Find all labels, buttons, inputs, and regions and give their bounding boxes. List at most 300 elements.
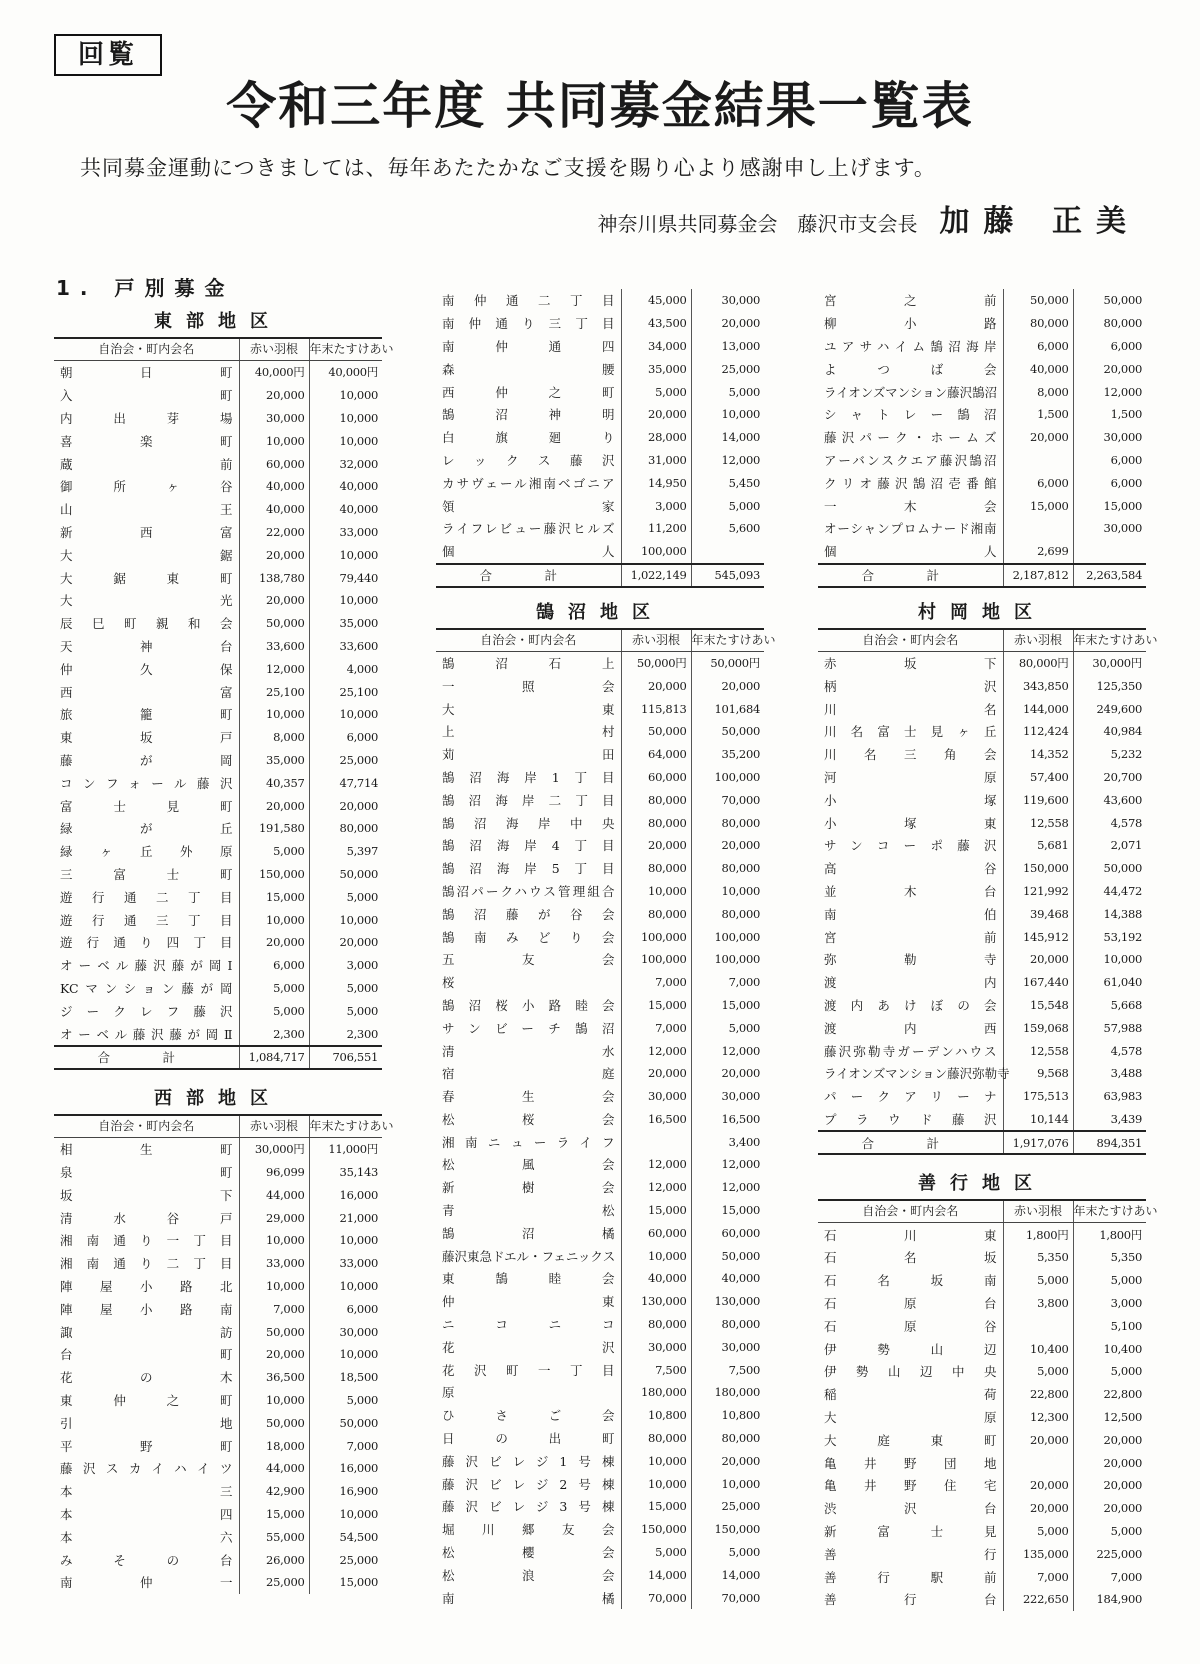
red-feather-amount: 5,350 [1003,1246,1073,1269]
association-name: 上村 [442,724,615,740]
association-name: 藤沢パーク・ホームズ [824,430,997,446]
year-end-amount: 7,500 [691,1358,764,1381]
table-row [436,517,764,540]
year-end-amount: 10,000 [309,703,382,726]
table-row [54,543,382,566]
table-row [818,494,1146,517]
table-row [818,517,1146,540]
table-row [818,403,1146,426]
association-name: 三富士町 [60,866,233,882]
table-row [818,1542,1146,1565]
association-name: 領家 [442,498,615,514]
red-feather-amount: 100,000 [621,925,691,948]
year-end-amount: 61,040 [1073,971,1146,994]
year-end-amount: 6,000 [309,1297,382,1320]
table-row [436,1381,764,1404]
association-name: 石原谷 [824,1318,997,1334]
association-name: 大庭東町 [824,1432,997,1448]
association-name: 平野町 [60,1438,233,1454]
red-feather-amount: 80,000 [621,857,691,880]
year-end-amount: 30,000 [691,289,764,312]
column-header-year-end: 年末たすけあい [309,338,382,361]
association-name: 諏訪 [60,1324,233,1340]
association-name: 内出芽場 [60,410,233,426]
table-row [436,880,764,903]
table-row [54,1525,382,1548]
year-end-amount: 4,578 [1073,1039,1146,1062]
association-name: 本四 [60,1507,233,1523]
red-feather-amount: 33,000 [239,1252,309,1275]
association-name: 新西富 [60,524,233,540]
red-feather-amount: 44,000 [239,1457,309,1480]
association-name: 入町 [60,388,233,404]
table-row [818,1314,1146,1337]
table-west [54,1114,394,1594]
red-feather-amount: 31,000 [621,449,691,472]
total-red-feather: 1,084,717 [239,1046,309,1069]
year-end-amount: 20,000 [309,794,382,817]
association-name: 緑が丘 [60,821,233,837]
table-row [54,1297,382,1320]
year-end-amount: 3,000 [1073,1292,1146,1315]
year-end-amount: 5,000 [1073,1360,1146,1383]
association-name: 石原台 [824,1296,997,1312]
red-feather-amount: 5,000 [621,380,691,403]
red-feather-amount: 50,000円 [621,651,691,674]
red-feather-amount: 5,000 [621,1541,691,1564]
red-feather-amount: 15,000 [1003,494,1073,517]
table-row [54,521,382,544]
association-name: 亀井野団地 [824,1455,997,1471]
red-feather-amount: 2,699 [1003,540,1073,564]
association-name: 陣屋小路南 [60,1301,233,1317]
table-row [818,834,1146,857]
association-name: 天神台 [60,638,233,654]
table-row [436,403,764,426]
table-row [54,657,382,680]
red-feather-amount [1003,517,1073,540]
association-name: 花の木 [60,1370,233,1386]
year-end-amount: 10,000 [1073,948,1146,971]
red-feather-amount: 10,800 [621,1404,691,1427]
year-end-amount: 80,000 [691,1313,764,1336]
red-feather-amount: 167,440 [1003,971,1073,994]
red-feather-amount: 5,681 [1003,834,1073,857]
red-feather-amount: 64,000 [621,743,691,766]
section-heading: 1. 戸別募金 [56,276,235,300]
red-feather-amount: 115,813 [621,697,691,720]
table-row [818,1497,1146,1520]
year-end-amount: 20,000 [1073,1451,1146,1474]
red-feather-amount: 45,000 [621,289,691,312]
year-end-amount: 10,000 [309,1275,382,1298]
table-row [54,794,382,817]
total-label: 合 計 [818,564,1003,587]
association-name: 南橘 [442,1590,615,1606]
red-feather-amount [1003,449,1073,472]
year-end-amount: 30,000円 [1073,651,1146,674]
column-header-red-feather: 赤い羽根 [239,338,309,361]
red-feather-amount: 14,000 [621,1563,691,1586]
table-row [54,1457,382,1480]
page-title: 令和三年度 共同募金結果一覧表 [226,77,974,135]
association-name: 泉町 [60,1165,233,1181]
red-feather-amount: 14,950 [621,471,691,494]
table-row [436,1062,764,1085]
red-feather-amount: 112,424 [1003,720,1073,743]
red-feather-amount: 20,000 [239,589,309,612]
association-name: 石名坂 [824,1250,997,1266]
association-name: 新樹会 [442,1180,615,1196]
table-row [818,925,1146,948]
red-feather-amount: 135,000 [1003,1542,1073,1565]
table-row [436,1267,764,1290]
red-feather-amount: 12,000 [621,1039,691,1062]
table-row [54,1206,382,1229]
year-end-amount: 5,000 [691,1541,764,1564]
association-name: 宮前 [824,929,997,945]
association-name: 花沢 [442,1339,615,1355]
column-header-year-end: 年末たすけあい [309,1115,382,1138]
red-feather-amount: 20,000 [239,1343,309,1366]
red-feather-amount: 15,548 [1003,994,1073,1017]
red-feather-amount: 40,000円 [239,361,309,384]
table-east [54,337,394,1070]
association-name: 鵠南みどり会 [442,929,615,945]
association-name: 藤沢ビレジ1号棟 [442,1453,615,1469]
year-end-amount: 4,578 [1073,811,1146,834]
year-end-amount: 249,600 [1073,697,1146,720]
table-row [54,1184,382,1207]
red-feather-amount: 10,000 [239,1275,309,1298]
table-row [436,925,764,948]
year-end-amount: 3,400 [691,1130,764,1153]
association-name: 藤沢弥勒寺ガーデンハウス [824,1043,997,1059]
table-muraoka [818,628,1158,1156]
year-end-amount: 12,500 [1073,1406,1146,1429]
column-header-year-end: 年末たすけあい [1073,1200,1146,1223]
greeting-text: 共同募金運動につきましては、毎年あたたかなご支援を賜り心より感謝申し上げます。 [80,156,936,180]
association-name: ライオンズマンション藤沢弥勒寺 [824,1066,1010,1082]
year-end-amount: 100,000 [691,948,764,971]
table-row [54,1343,382,1366]
table-row [54,908,382,931]
year-end-amount: 33,600 [309,635,382,658]
table-row [54,840,382,863]
red-feather-amount: 39,468 [1003,902,1073,925]
area-title-east: 東部地区 [154,311,282,332]
year-end-amount: 47,714 [309,771,382,794]
red-feather-amount: 40,357 [239,771,309,794]
association-name: 伊勢山辺 [824,1341,997,1357]
red-feather-amount: 40,000 [239,498,309,521]
red-feather-amount: 10,144 [1003,1108,1073,1132]
table-row [54,566,382,589]
year-end-amount: 25,000 [309,749,382,772]
association-name: ユアサハイム鵠沼海岸 [824,338,997,354]
year-end-amount: 1,800円 [1073,1223,1146,1246]
table-row [54,1434,382,1457]
red-feather-amount: 9,568 [1003,1062,1073,1085]
red-feather-amount: 150,000 [1003,857,1073,880]
year-end-amount: 14,000 [691,1563,764,1586]
table-row [436,1427,764,1450]
table-row [818,1108,1146,1132]
table-row [54,1503,382,1526]
year-end-amount: 100,000 [691,766,764,789]
table-row [436,1472,764,1495]
table-row [436,651,764,674]
association-name: 南仲通二丁目 [442,293,615,309]
year-end-amount: 80,000 [691,811,764,834]
association-name: 宮之前 [824,293,997,309]
table-row [436,1404,764,1427]
year-end-amount: 40,000円 [309,361,382,384]
red-feather-amount: 10,000 [621,1244,691,1267]
red-feather-amount: 1,500 [1003,403,1073,426]
association-name: 川名富士見ヶ丘 [824,724,997,740]
column-header-year-end: 年末たすけあい [691,629,764,652]
table-row [818,1474,1146,1497]
year-end-amount: 5,450 [691,471,764,494]
red-feather-amount: 20,000 [1003,1474,1073,1497]
association-name: 西富 [60,684,233,700]
year-end-amount: 2,071 [1073,834,1146,857]
association-name: 湘南ニューライフ [442,1134,615,1150]
year-end-amount: 5,100 [1073,1314,1146,1337]
association-name: 善行駅前 [824,1569,997,1585]
table-row [54,1366,382,1389]
table-row [818,1337,1146,1360]
year-end-amount: 50,000 [309,863,382,886]
table-row [54,1571,382,1594]
association-name: 一木会 [824,498,997,514]
red-feather-amount: 7,000 [621,971,691,994]
year-end-amount: 10,000 [691,403,764,426]
year-end-amount: 12,000 [1073,380,1146,403]
year-end-amount: 50,000 [691,720,764,743]
year-end-amount: 3,000 [309,954,382,977]
red-feather-amount: 5,000 [239,999,309,1022]
association-name: 鵠沼石上 [442,655,615,671]
table-row [436,674,764,697]
red-feather-amount: 8,000 [1003,380,1073,403]
association-name: KCマンション藤が岡 [60,980,233,996]
column-header-red-feather: 赤い羽根 [239,1115,309,1138]
association-name: 渡内 [824,975,997,991]
red-feather-amount: 15,000 [621,1199,691,1222]
association-name: ライフレビュー藤沢ヒルズ [442,521,615,537]
table-row [54,589,382,612]
table-row [54,726,382,749]
association-name: オーシャンプロムナード湘南 [824,521,997,537]
year-end-amount: 15,000 [1073,494,1146,517]
year-end-amount: 20,700 [1073,766,1146,789]
association-name: 堀川郷友会 [442,1522,615,1538]
red-feather-amount: 10,400 [1003,1337,1073,1360]
total-label: 合 計 [818,1131,1003,1154]
table-east-continued [436,289,764,588]
association-name: 湘南通り二丁目 [60,1256,233,1272]
red-feather-amount: 30,000 [239,407,309,430]
year-end-amount: 5,350 [1073,1246,1146,1269]
year-end-amount: 5,397 [309,840,382,863]
column-header-red-feather: 赤い羽根 [1003,1200,1073,1223]
red-feather-amount: 44,000 [239,1184,309,1207]
year-end-amount: 35,200 [691,743,764,766]
red-feather-amount: 80,000円 [1003,651,1073,674]
year-end-amount: 5,600 [691,517,764,540]
red-feather-amount: 20,000 [1003,1428,1073,1451]
year-end-amount: 20,000 [691,674,764,697]
year-end-amount: 79,440 [309,566,382,589]
year-end-amount: 20,000 [691,312,764,335]
year-end-amount: 5,000 [309,1389,382,1412]
table-row [818,426,1146,449]
association-name: 伊勢山辺中央 [824,1364,997,1380]
table-row [436,494,764,517]
red-feather-amount: 40,000 [1003,357,1073,380]
association-name: 辰巳町親和会 [60,616,233,632]
table-row [818,743,1146,766]
year-end-amount: 30,000 [691,1335,764,1358]
association-name: 松風会 [442,1157,615,1173]
association-name: 亀井野住宅 [824,1478,997,1494]
table-row [818,1085,1146,1108]
table-row [436,1495,764,1518]
year-end-amount: 10,400 [1073,1337,1146,1360]
table-row [54,407,382,430]
red-feather-amount: 42,900 [239,1480,309,1503]
red-feather-amount: 30,000 [621,1335,691,1358]
year-end-amount: 6,000 [1073,335,1146,358]
year-end-amount: 20,000 [1073,1497,1146,1520]
year-end-amount: 4,000 [309,657,382,680]
year-end-amount: 10,000 [309,1503,382,1526]
year-end-amount: 10,800 [691,1404,764,1427]
total-row [818,564,1146,587]
table-row [436,1085,764,1108]
red-feather-amount: 5,000 [1003,1360,1073,1383]
table-row [436,357,764,380]
red-feather-amount: 5,000 [239,840,309,863]
year-end-amount: 5,668 [1073,994,1146,1017]
year-end-amount: 30,000 [1073,426,1146,449]
red-feather-amount: 57,400 [1003,766,1073,789]
year-end-amount: 25,000 [691,1495,764,1518]
red-feather-amount: 180,000 [621,1381,691,1404]
total-year-end: 545,093 [691,564,764,587]
red-feather-amount: 10,000 [621,880,691,903]
year-end-amount: 5,232 [1073,743,1146,766]
association-name: 仲東 [442,1294,615,1310]
association-name: 高谷 [824,861,997,877]
red-feather-amount: 7,000 [239,1297,309,1320]
year-end-amount: 20,000 [1073,1474,1146,1497]
red-feather-amount: 15,000 [239,885,309,908]
red-feather-amount: 119,600 [1003,788,1073,811]
year-end-amount: 63,983 [1073,1085,1146,1108]
year-end-amount: 7,000 [309,1434,382,1457]
red-feather-amount: 20,000 [621,403,691,426]
table-row [818,651,1146,674]
red-feather-amount: 7,000 [1003,1565,1073,1588]
year-end-amount: 22,800 [1073,1383,1146,1406]
association-name: 渡内西 [824,1020,997,1036]
table-row [818,1360,1146,1383]
table-row [818,1062,1146,1085]
table-row [54,361,382,384]
red-feather-amount: 60,000 [621,766,691,789]
year-end-amount: 14,388 [1073,902,1146,925]
year-end-amount: 10,000 [691,1472,764,1495]
year-end-amount: 25,000 [309,1548,382,1571]
table-row [818,1406,1146,1429]
year-end-amount: 14,000 [691,426,764,449]
year-end-amount: 12,000 [691,1039,764,1062]
year-end-amount: 15,000 [691,994,764,1017]
table-row [54,680,382,703]
table-row [436,902,764,925]
column-header-name: 自治会・町内会名 [818,629,1003,652]
total-label: 合 計 [436,564,621,587]
table-row [436,788,764,811]
red-feather-amount: 20,000 [621,834,691,857]
association-name: 石名坂南 [824,1273,997,1289]
year-end-amount: 43,600 [1073,788,1146,811]
red-feather-amount: 20,000 [621,674,691,697]
association-name: 鵠沼橘 [442,1225,615,1241]
association-name: 宿庭 [442,1066,615,1082]
association-name: 柳小路 [824,316,997,332]
red-feather-amount: 3,000 [621,494,691,517]
table-row [436,1130,764,1153]
table-row [54,384,382,407]
year-end-amount: 20,000 [309,931,382,954]
red-feather-amount: 3,800 [1003,1292,1073,1315]
table-row [436,1153,764,1176]
association-name: 藤沢ビレジ2号棟 [442,1476,615,1492]
red-feather-amount: 15,000 [621,994,691,1017]
table-row [818,902,1146,925]
year-end-amount: 50,000 [691,1244,764,1267]
red-feather-amount: 10,000 [239,1389,309,1412]
table-row [436,449,764,472]
association-name: 御所ヶ谷 [60,479,233,495]
column-header-name: 自治会・町内会名 [436,629,621,652]
area-title-zengyo: 善行地区 [918,1173,1046,1195]
red-feather-amount: 50,000 [621,720,691,743]
year-end-amount: 35,143 [309,1161,382,1184]
red-feather-amount: 35,000 [621,357,691,380]
association-name: 藤が岡 [60,752,233,768]
year-end-amount: 80,000 [691,902,764,925]
table-header-row [818,629,1146,652]
year-end-amount: 10,000 [309,1343,382,1366]
association-name: 桜 [442,975,455,991]
association-name: 台町 [60,1347,233,1363]
red-feather-amount: 20,000 [1003,426,1073,449]
total-label: 合 計 [54,1046,239,1069]
red-feather-amount: 26,000 [239,1548,309,1571]
table-row [54,1161,382,1184]
table-row [436,426,764,449]
association-name: 旅籠町 [60,707,233,723]
table-row [436,1244,764,1267]
total-year-end: 894,351 [1073,1131,1146,1154]
association-name: みその台 [60,1552,233,1568]
red-feather-amount: 20,000 [239,794,309,817]
